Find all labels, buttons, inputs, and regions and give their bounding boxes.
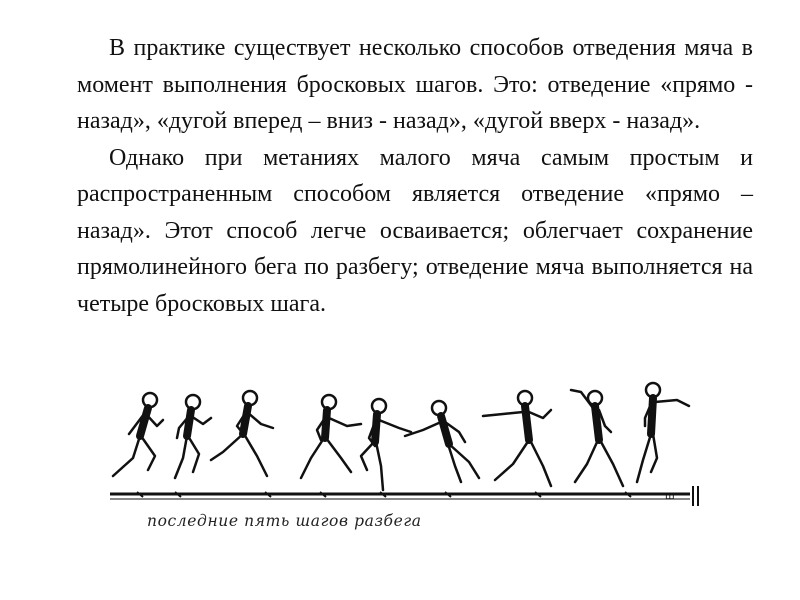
athlete-figure-4 bbox=[301, 395, 361, 478]
paragraph-1: В практике существует несколько способов отведения мяча в момент выполнения бросковых шагов. Это: отведение «прямо - назад», «дугой вперед – вниз - назад», «дугой вверх - назад». bbox=[77, 35, 753, 134]
athlete-figure-5 bbox=[361, 399, 411, 490]
athlete-figure-9 bbox=[637, 383, 689, 482]
athlete-figure-3 bbox=[211, 391, 273, 476]
athlete-figure-8 bbox=[571, 390, 623, 486]
athlete-figure-6 bbox=[405, 401, 479, 482]
paragraph-2: Однако при метаниях малого мяча самым простым и распространенным способом является отведение «прямо – назад». Этот способ легче осваивается; облегчает сохранение прямолинейного бега по разбегу; отведение мяча выполняется на четыре бросковых шага. bbox=[77, 144, 753, 317]
runway-end-mark: Ш bbox=[665, 492, 675, 502]
text-block bbox=[77, 30, 753, 322]
figure-caption: последние пять шагов разбега bbox=[147, 512, 422, 530]
runway-line bbox=[110, 486, 698, 506]
athlete-figure-1 bbox=[113, 393, 163, 476]
athlete-figure-7 bbox=[483, 391, 551, 486]
athlete-figure-2 bbox=[175, 395, 211, 478]
